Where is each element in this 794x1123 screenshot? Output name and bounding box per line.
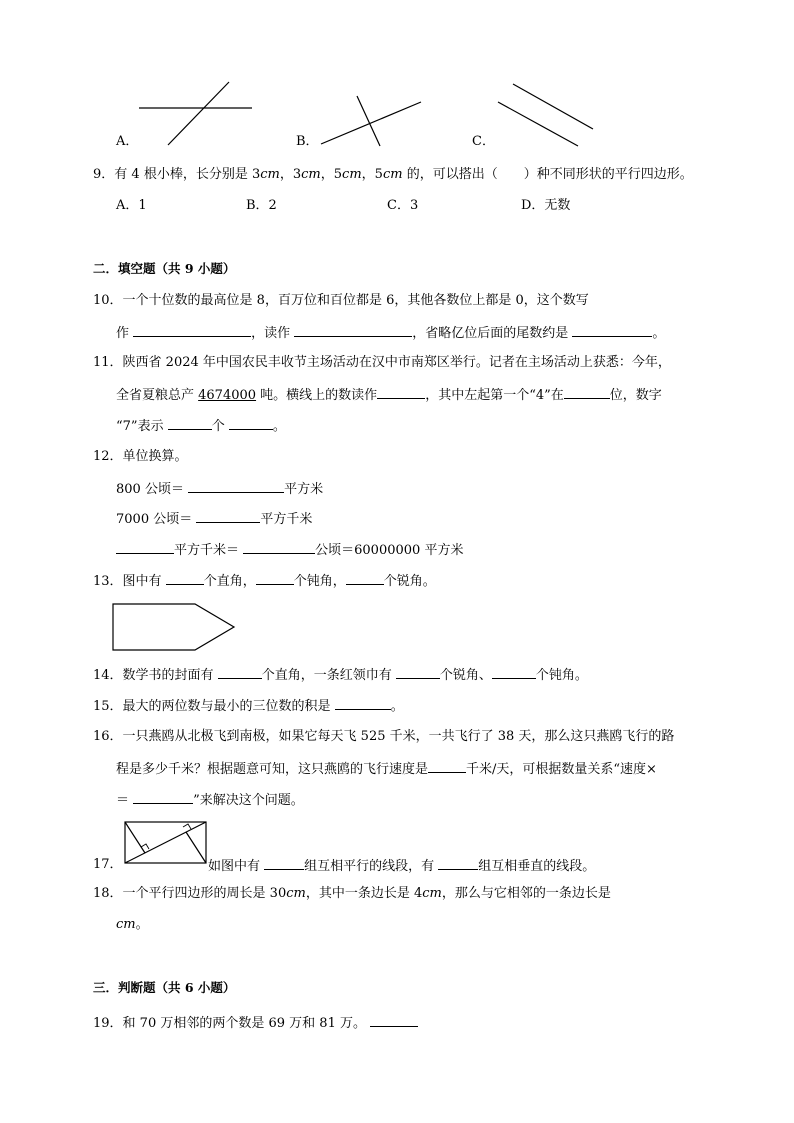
q11-text-6: “7”表示 — [116, 419, 168, 434]
q9-sep-3: ， — [361, 167, 375, 182]
section-2-heading: 二．填空题（共 9 小题） — [93, 261, 236, 276]
q18-text-1: 一个平行四边形的周长是 30 — [122, 886, 287, 901]
q18-text-3: ，那么与它相邻的一条边长是 — [441, 886, 611, 901]
q11-text-5: 位，数字 — [609, 388, 662, 403]
q10-text-3: ，省略亿位后面的尾数约是 — [412, 326, 573, 341]
q13-text-1: 图中有 — [122, 574, 166, 589]
q9-sep-2: ， — [320, 167, 334, 182]
section-3-heading: 三．判断题（共 6 小题） — [93, 980, 236, 995]
q19-text: 和 70 万相邻的两个数是 69 万和 81 万。 — [122, 1016, 371, 1031]
q15-text-1: 最大的两位数与最小的三位数的积是 — [122, 699, 335, 714]
q9-option-c[interactable]: C．3 — [387, 198, 419, 213]
q10-number: 10． — [93, 293, 123, 308]
q12-line1-text-a: 800 公顷＝ — [116, 482, 189, 497]
q17-blank-2[interactable] — [438, 857, 478, 870]
q18-unit-2: cm — [422, 886, 442, 901]
q13-number: 13． — [93, 574, 123, 589]
q11-number: 11． — [93, 355, 123, 370]
q9-unit-3: cm — [342, 167, 362, 182]
q9-text-1: 有 4 根小棒，长分别是 3 — [114, 167, 261, 182]
q12-line2-text-b: 平方千米 — [260, 512, 313, 527]
q16-text-5: ”来解决这个问题。 — [193, 793, 304, 808]
q18-unit-3: cm — [116, 917, 136, 932]
q12-number: 12． — [93, 449, 123, 464]
option-c-label: C． — [472, 134, 495, 149]
q17-blank-1[interactable] — [264, 857, 304, 870]
q17-text-2: 组互相平行的线段，有 — [304, 859, 439, 874]
q11-text-2: 全省夏粮总产 — [116, 388, 199, 403]
q10-text: 一个十位数的最高位是 8，百万位和百位都是 6，其他各数位上都是 0，这个数写 — [122, 293, 589, 308]
q14-number: 14． — [93, 668, 123, 683]
q12-title-text: 单位换算。 — [122, 449, 188, 464]
q11-text-4: ，其中左起第一个“4”在 — [425, 388, 564, 403]
q9-option-a[interactable]: A．1 — [116, 198, 147, 213]
question-17-number — [93, 857, 123, 873]
q11-text-1: 陕西省 2024 年中国农民丰收节主场活动在汉中市南郑区举行。记者在主场活动上获悉：今年， — [122, 355, 671, 370]
q9-sep-1: ， — [279, 167, 293, 182]
q16-number: 16． — [93, 729, 123, 744]
q18-unit-1: cm — [286, 886, 306, 901]
q9-unit-1: cm — [260, 167, 280, 182]
q10-text-4: 。 — [652, 326, 666, 341]
q13-text-3: 个钝角， — [293, 574, 346, 589]
q18-text-4: 。 — [135, 917, 149, 932]
q12-line3-text-b: 公顷＝60000000 平方米 — [315, 543, 464, 558]
q9-text-2: 的，可以搭出（ ）种不同形状的平行四边形。 — [402, 167, 693, 182]
question-18-line-1 — [93, 886, 611, 902]
q12-line3-text-a: 平方千米＝ — [174, 543, 244, 558]
q14-text-1: 数学书的封面有 — [122, 668, 218, 683]
q19-number: 19． — [93, 1016, 123, 1031]
q11-underlined-number: 4674000 — [198, 388, 257, 403]
q16-text-2: 程是多少千米？根据题意可知，这只燕鸥的飞行速度是 — [116, 762, 429, 777]
q11-text-7: 个 — [211, 419, 229, 434]
q17-text-1: 如图中有 — [208, 859, 265, 874]
q16-text-1: 一只燕鸥从北极飞到南极，如果它每天飞 525 千米，一共飞行了 38 天，那么这只燕鸥飞行的路 — [122, 729, 675, 744]
q15-text-2: 。 — [390, 699, 404, 714]
q9-option-d[interactable]: D．无数 — [521, 198, 571, 213]
q15-number: 15． — [93, 699, 123, 714]
q16-text-3: 千米/天，可根据数量关系“速度× — [466, 762, 657, 777]
q14-text-4: 个钝角。 — [535, 668, 588, 683]
question-19 — [93, 1014, 418, 1032]
question-17 — [208, 857, 595, 875]
q18-text-2: ，其中一条边长是 4 — [305, 886, 423, 901]
q9-number: 9． — [93, 167, 115, 182]
option-b-label: B． — [296, 134, 319, 149]
q17-number: 17． — [93, 857, 123, 872]
q19-blank[interactable] — [370, 1014, 418, 1027]
q18-number: 18． — [93, 886, 123, 901]
q9-value-3: 5 — [333, 167, 343, 182]
q11-text-3: 吨。横线上的数读作 — [256, 388, 378, 403]
question-18-line-2 — [116, 917, 149, 933]
q9-option-b[interactable]: B．2 — [246, 198, 277, 213]
q13-text-4: 个锐角。 — [383, 574, 436, 589]
q9-value-4: 5 — [374, 167, 383, 182]
q14-text-3: 个锐角、 — [439, 668, 492, 683]
q12-line1-text-b: 平方米 — [284, 482, 324, 497]
q17-text-3: 组互相垂直的线段。 — [478, 859, 596, 874]
q16-text-4: ＝ — [116, 793, 134, 808]
q10-text-2: ，读作 — [251, 326, 295, 341]
q14-text-2: 个直角，一条红领巾有 — [261, 668, 396, 683]
q10-text-1: 作 — [116, 326, 134, 341]
q12-line2-text-a: 7000 公顷＝ — [116, 512, 197, 527]
q9-unit-2: cm — [301, 167, 321, 182]
q13-text-2: 个直角， — [203, 574, 256, 589]
q9-value-2: 3 — [292, 167, 302, 182]
option-a-label: A． — [116, 134, 139, 149]
q11-text-8: 。 — [272, 419, 286, 434]
q9-unit-4: cm — [382, 167, 403, 182]
